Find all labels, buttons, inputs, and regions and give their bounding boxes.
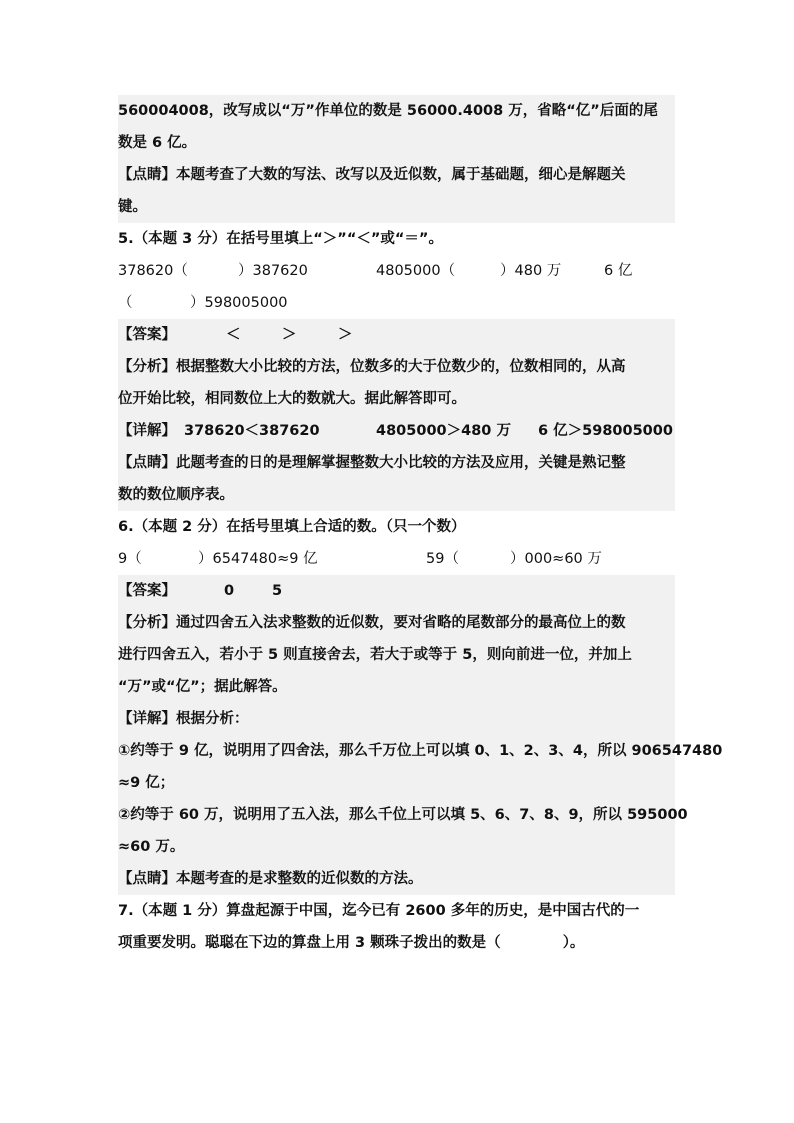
q5-items-row bbox=[118, 255, 675, 287]
q5-title: 5.（本题 3 分）在括号里填上“＞”“＜”或“＝”。 bbox=[118, 231, 443, 247]
q6-analysis-line-1 bbox=[118, 607, 675, 639]
answer-2: 5 bbox=[272, 583, 283, 599]
prev-tip-line-1 bbox=[118, 159, 675, 191]
q6-detail-2-line-1: ②约等于 60 万，说明用了五入法，那么千位上可以填 5、6、7、8、9，所以 595000 bbox=[118, 799, 675, 831]
detail-text: 根据分析： bbox=[176, 711, 249, 727]
q6-answer bbox=[118, 575, 675, 607]
tip-tag: 【点睛】 bbox=[118, 871, 176, 887]
answer-1: 0 bbox=[224, 583, 235, 599]
answer-3: ＞ bbox=[338, 327, 353, 343]
answer-2: ＞ bbox=[282, 327, 297, 343]
q6-tip bbox=[118, 863, 675, 895]
q5-item-1-close: ）387620 bbox=[238, 263, 308, 279]
q5-item-3-label: 6 亿 bbox=[604, 263, 633, 279]
q6-item-2-open: 59（ bbox=[426, 551, 459, 567]
prev-tip-line-2: 键。 bbox=[118, 191, 675, 223]
q5-item-2-close: ）480 万 bbox=[500, 263, 562, 279]
tip-text: 本题考查的是求整数的近似数的方法。 bbox=[176, 871, 423, 887]
q5-analysis-line-2: 位开始比较，相同数位上大的数就大。据此解答即可。 bbox=[118, 383, 675, 415]
analysis-text: 根据整数大小比较的方法，位数多的大于位数少的，位数相同的，从高 bbox=[176, 359, 626, 375]
q5-answer bbox=[118, 319, 675, 351]
answer-tag: 【答案】 bbox=[118, 327, 176, 343]
prev-line-1: 560004008，改写成以“万”作单位的数是 56000.4008 万，省略“亿”后面的尾 bbox=[118, 95, 675, 127]
q6-title: 6.（本题 2 分）在括号里填上合适的数。（只一个数） bbox=[118, 519, 466, 535]
q7-text-end: ）。 bbox=[562, 935, 585, 951]
tip-text: 本题考查了大数的写法、改写以及近似数，属于基础题，细心是解题关 bbox=[176, 167, 626, 183]
q5-item-1-open: 378620（ bbox=[118, 263, 188, 279]
answer-tag: 【答案】 bbox=[118, 583, 176, 599]
q5-tip-line-1 bbox=[118, 447, 675, 479]
q6-item-1-close: ）6547480≈9 亿 bbox=[198, 551, 318, 567]
q5-analysis-line-1 bbox=[118, 351, 675, 383]
detail-1: 378620＜387620 bbox=[184, 423, 320, 439]
q5-tip-line-2: 数的数位顺序表。 bbox=[118, 479, 675, 511]
q7-line-2 bbox=[118, 927, 675, 959]
tip-text: 此题考查的日的是理解掌握整数大小比较的方法及应用，关键是熟记整 bbox=[176, 455, 626, 471]
document-page bbox=[118, 95, 723, 959]
q6-analysis-line-3: “万”或“亿”；据此解答。 bbox=[118, 671, 675, 703]
q5-item-3-open: （ bbox=[118, 295, 133, 311]
analysis-text: 通过四舍五入法求整数的近似数，要对省略的尾数部分的最高位上的数 bbox=[176, 615, 626, 631]
q5-detail bbox=[118, 415, 675, 447]
q6-analysis-line-2: 进行四舍五入，若小于 5 则直接舍去，若大于或等于 5，则向前进一位，并加上 bbox=[118, 639, 675, 671]
prev-line-2: 数是 6 亿。 bbox=[118, 127, 675, 159]
q6-detail-intro bbox=[118, 703, 675, 735]
tip-tag: 【点睛】 bbox=[118, 167, 176, 183]
detail-tag: 【详解】 bbox=[118, 423, 176, 439]
answer-1: ＜ bbox=[226, 327, 241, 343]
q6-items-row bbox=[118, 543, 675, 575]
q6-item-1-open: 9（ bbox=[118, 551, 142, 567]
q6-item-2-close: ）000≈60 万 bbox=[510, 551, 602, 567]
q6-detail-1-line-2: ≈9 亿； bbox=[118, 767, 675, 799]
q7-text: 项重要发明。聪聪在下边的算盘上用 3 颗珠子拨出的数是（ bbox=[118, 935, 501, 951]
detail-3: 6 亿＞598005000 bbox=[538, 423, 673, 439]
q6-detail-2-line-2: ≈60 万。 bbox=[118, 831, 675, 863]
q5-item-2-open: 4805000（ bbox=[376, 263, 456, 279]
detail-tag: 【详解】 bbox=[118, 711, 176, 727]
q5-items-row-2 bbox=[118, 287, 675, 319]
q7-line-1: 7.（本题 1 分）算盘起源于中国，迄今已有 2600 多年的历史，是中国古代的一 bbox=[118, 903, 640, 919]
q5-item-3-close: ）598005000 bbox=[190, 295, 288, 311]
detail-2: 4805000＞480 万 bbox=[376, 423, 511, 439]
analysis-tag: 【分析】 bbox=[118, 359, 176, 375]
analysis-tag: 【分析】 bbox=[118, 615, 176, 631]
q6-detail-1-line-1: ①约等于 9 亿，说明用了四舍法，那么千万位上可以填 0、1、2、3、4，所以 906547480 bbox=[118, 735, 675, 767]
tip-tag: 【点睛】 bbox=[118, 455, 176, 471]
